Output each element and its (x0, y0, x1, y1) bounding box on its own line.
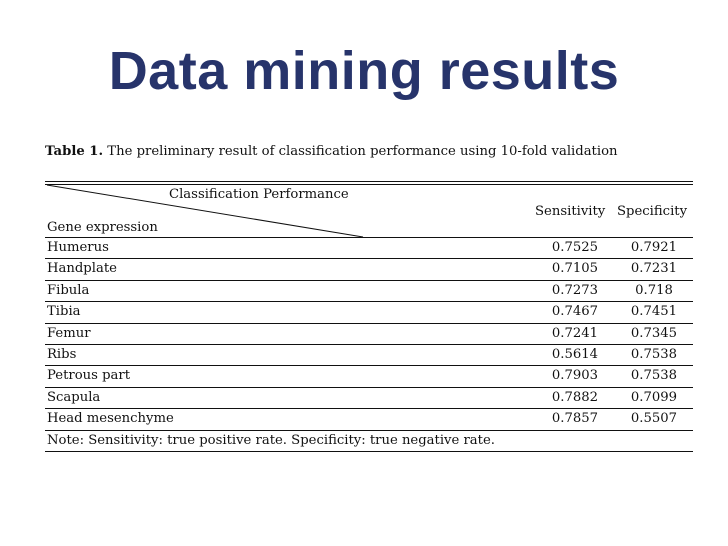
header-specificity: Specificity (617, 204, 688, 219)
row-gene-name: Tibia (47, 304, 81, 320)
row-sensitivity: 0.7273 (551, 282, 599, 298)
row-specificity: 0.7231 (630, 261, 678, 277)
header-gene-expression: Gene expression (47, 220, 158, 235)
row-sensitivity: 0.7241 (551, 325, 599, 341)
table-row (45, 259, 693, 280)
table-row (45, 409, 693, 430)
table-note-text: Note: Sensitivity: true positive rate. Specificity: true negative rate. (47, 432, 495, 448)
row-specificity: 0.7345 (630, 325, 678, 341)
row-gene-name: Scapula (47, 389, 101, 405)
row-gene-name: Ribs (47, 346, 77, 362)
table-row (45, 324, 693, 345)
table-caption-label: Table 1. (45, 144, 104, 159)
row-sensitivity: 0.7903 (551, 368, 599, 384)
row-specificity: 0.5507 (630, 411, 678, 427)
table-header (45, 185, 693, 238)
table-row (45, 281, 693, 302)
table-caption-text: The preliminary result of classification performance using 10-fold validation (107, 144, 618, 159)
row-specificity: 0.7538 (630, 346, 678, 362)
row-sensitivity: 0.7857 (551, 411, 599, 427)
table-caption (45, 143, 705, 161)
header-classification-performance: Classification Performance (169, 187, 349, 202)
table-row (45, 388, 693, 409)
row-specificity: 0.7538 (630, 368, 678, 384)
table-row (45, 366, 693, 387)
slide-title: Data mining results (108, 41, 620, 101)
results-table (45, 181, 693, 452)
row-sensitivity: 0.7467 (551, 304, 599, 320)
table-row (45, 302, 693, 323)
row-specificity: 0.7921 (630, 240, 678, 255)
table-row (45, 238, 693, 259)
row-gene-name: Head mesenchyme (47, 411, 174, 427)
row-gene-name: Handplate (47, 261, 117, 277)
row-gene-name: Humerus (47, 240, 109, 255)
row-sensitivity: 0.5614 (551, 346, 599, 362)
row-specificity: 0.718 (635, 282, 673, 298)
header-sensitivity: Sensitivity (535, 204, 606, 219)
row-sensitivity: 0.7105 (551, 261, 599, 277)
row-sensitivity: 0.7525 (551, 240, 599, 255)
row-gene-name: Petrous part (47, 368, 130, 384)
table-body (45, 238, 693, 431)
row-sensitivity: 0.7882 (551, 389, 599, 405)
row-specificity: 0.7099 (630, 389, 678, 405)
table-row (45, 345, 693, 366)
row-gene-name: Femur (47, 325, 91, 341)
table-note (45, 431, 693, 452)
row-gene-name: Fibula (47, 282, 90, 298)
row-specificity: 0.7451 (630, 304, 678, 320)
